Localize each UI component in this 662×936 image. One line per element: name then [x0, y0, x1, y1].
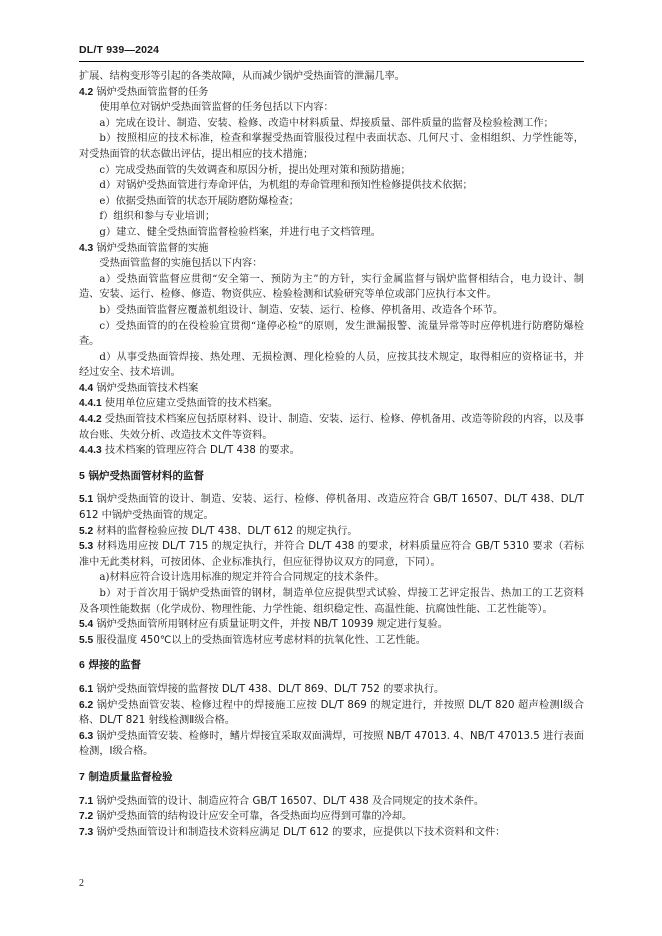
clause-number: 5.4 [79, 619, 94, 631]
clause-text: 锅炉受热面管技术档案 [96, 382, 199, 394]
paragraph [79, 100, 584, 116]
clause-number: 7.2 [79, 811, 94, 823]
clause-text: b）按照相应的技术标准，检查和掌握受热面管服役过程中表面状态、几何尺寸、金相组织、力学性能等，对受热面管的状态做出评估，提出相应的技术措施； [79, 133, 584, 160]
paragraph [79, 225, 584, 241]
clause-text: 锅炉受热面管安装、检修时，鳍片焊接宜采取双面满焊，可按照 NB/T 47013. 4、NB/T 47013.5 进行表面检测，Ⅰ级合格。 [79, 730, 584, 758]
clause-number: 5.1 [79, 494, 94, 506]
clause-number: 4.2 [79, 86, 94, 98]
paragraph [79, 350, 584, 381]
clause-text: c）受热面管的的在役检验宜贯彻“逢停必检”的原则，发生泄漏报警、流量异常等时应停机进行防磨防爆检查。 [79, 320, 584, 348]
clause-number: 5.2 [79, 525, 94, 537]
clause-text: 服役温度 450℃以上的受热面管选材应考虑材料的抗氧化性、工艺性能。 [96, 634, 426, 646]
numbered-clause [79, 794, 584, 810]
clause-text: e）依据受热面管的状态开展防磨防爆检查； [99, 195, 299, 207]
clause-text: b）对于首次用于锅炉受热面管的钢材，制造单位应提供型式试验、焊接工艺评定报告、热加工的工艺资料及各项性能数据（化学成份、物理性能、力学性能、组织稳定性、高温性能、抗腐蚀性能、工艺性能等）。 [79, 588, 584, 615]
numbered-clause [79, 539, 584, 570]
clause-text: d）从事受热面管焊接、热处理、无损检测、理化检验的人员，应按其技术规定，取得相应的资格证书，并经过安全、技术培训。 [79, 351, 584, 379]
paragraph [79, 69, 584, 85]
paragraph [79, 319, 584, 350]
paragraph [79, 209, 584, 225]
clause-text: f）组织和参与专业培训； [99, 211, 216, 223]
numbered-clause [79, 443, 584, 459]
clause-text: 锅炉受热面管材料的监督 [88, 469, 204, 482]
clause-text: 锅炉受热面管的设计、制造应符合 GB/T 16507、DL/T 438 及合同规定的技术条件。 [96, 795, 485, 807]
clause-text: 受热面管监督的实施包括以下内容： [99, 258, 263, 270]
clause-text: 锅炉受热面管监督的实施 [96, 242, 209, 254]
clause-text: 锅炉受热面管的结构设计应安全可靠，各受热面均应得到可靠的冷却。 [96, 811, 413, 823]
header-rule [79, 61, 584, 62]
numbered-clause [79, 241, 584, 257]
clause-number: 4.4 [79, 382, 94, 394]
clause-number: 6.2 [79, 699, 94, 711]
clause-text: 锅炉受热面管安装、检修过程中的焊接施工应按 DL/T 869 的规定进行，并按照 DL/T 820 超声检测Ⅰ级合格、DL/T 821 射线检测Ⅱ级合格。 [79, 699, 584, 727]
paragraph [79, 272, 584, 303]
clause-number: 6.3 [79, 730, 94, 742]
clause-number: 5.5 [79, 634, 94, 646]
section-heading [79, 770, 584, 786]
clause-text: a)材料应符合设计选用标准的规定并符合合同规定的技术条件。 [99, 572, 385, 584]
clause-number: 5 [79, 469, 85, 482]
numbered-clause [79, 85, 584, 101]
clause-text: 锅炉受热面管设计和制造技术资料应满足 DL/T 612 的要求，应提供以下技术资料和文件： [96, 826, 506, 838]
numbered-clause [79, 492, 584, 523]
numbered-clause [79, 698, 584, 729]
clause-text: 使用单位应建立受热面管的技术档案。 [104, 398, 279, 410]
document-body [79, 69, 584, 840]
clause-text: a）受热面管监督应贯彻“安全第一、预防为主”的方针，实行金属监督与锅炉监督相结合，电力设计、制造、安装、运行、检修、修造、物资供应、检验检测和试验研究等单位或部门应执行本文件。 [79, 273, 584, 301]
paragraph [79, 194, 584, 210]
numbered-clause [79, 524, 584, 540]
clause-number: 4.4.2 [79, 414, 102, 426]
clause-text: 锅炉受热面管所用钢材应有质量证明文件，并按 NB/T 10939 规定进行复验。 [96, 619, 449, 631]
clause-number: 4.4.3 [79, 445, 102, 457]
clause-text: d）对锅炉受热面管进行寿命评估，为机组的寿命管理和预知性检修提供技术依据； [99, 180, 473, 192]
paragraph [79, 586, 584, 617]
clause-text: 受热面管技术档案应包括原材料、设计、制造、安装、运行、检修、停机备用、改造等阶段的内容，以及事故台账、失效分析、改造技术文件等资料。 [79, 414, 584, 441]
numbered-clause [79, 617, 584, 633]
clause-number: 6.1 [79, 683, 94, 695]
clause-number: 7.1 [79, 795, 94, 807]
paragraph [79, 178, 584, 194]
section-heading [79, 658, 584, 674]
paragraph [79, 116, 584, 132]
clause-text: g）建立、健全受热面管监督检验档案，并进行电子文档管理。 [99, 226, 381, 238]
numbered-clause [79, 396, 584, 412]
numbered-clause [79, 381, 584, 397]
clause-text: 材料选用应按 DL/T 715 的规定执行，并符合 DL/T 438 的要求，材料质量应符合 GB/T 5310 要求（若标准中无此类材料，可按团体、企业标准执行，但应征得协议双方的同意，下同）。 [79, 541, 584, 568]
clause-number: 7.3 [79, 826, 94, 838]
numbered-clause [79, 809, 584, 825]
paragraph [79, 131, 584, 162]
clause-text: c）完成受热面管的失效调查和原因分析，提出处理对策和预防措施； [99, 164, 411, 176]
clause-text: 锅炉受热面管的设计、制造、安装、运行、检修、停机备用、改造应符合 GB/T 16507、DL/T 438、DL/T 612 中锅炉受热面管的规定。 [79, 494, 584, 522]
clause-text: 技术档案的管理应符合 DL/T 438 的要求。 [104, 445, 300, 457]
numbered-clause [79, 729, 584, 760]
numbered-clause [79, 633, 584, 649]
section-heading [79, 469, 584, 485]
paragraph [79, 303, 584, 319]
page-number: 2 [79, 878, 84, 889]
clause-text: 焊接的监督 [88, 659, 141, 672]
clause-number: 6 [79, 659, 85, 672]
paragraph [79, 570, 584, 586]
clause-text: 使用单位对锅炉受热面管监督的任务包括以下内容： [99, 102, 334, 114]
clause-text: 扩展、结构变形等引起的各类故障，从而减少锅炉受热面管的泄漏几率。 [79, 71, 405, 82]
page-header: DL/T 939—2024 [79, 44, 160, 56]
clause-number: 7 [79, 770, 85, 783]
clause-number: 4.4.1 [79, 398, 102, 410]
clause-number: 5.3 [79, 541, 94, 553]
clause-text: b）受热面管监督应覆盖机组设计、制造、安装、运行、检修、停机备用、改造各个环节。 [99, 304, 504, 316]
clause-text: 锅炉受热面管焊接的监督按 DL/T 438、DL/T 869、DL/T 752 的要求执行。 [96, 683, 445, 695]
clause-text: 锅炉受热面管监督的任务 [96, 86, 209, 98]
paragraph [79, 256, 584, 272]
clause-text: a）完成在设计、制造、安装、检修、改造中材料质量、焊接质量、部件质量的监督及检验检测工作； [99, 117, 554, 129]
numbered-clause [79, 682, 584, 698]
numbered-clause [79, 412, 584, 443]
clause-text: 材料的监督检验应按 DL/T 438、DL/T 612 的规定执行。 [96, 525, 358, 537]
paragraph [79, 163, 584, 179]
numbered-clause [79, 825, 584, 841]
clause-number: 4.3 [79, 242, 94, 254]
clause-text: 制造质量监督检验 [88, 770, 173, 783]
